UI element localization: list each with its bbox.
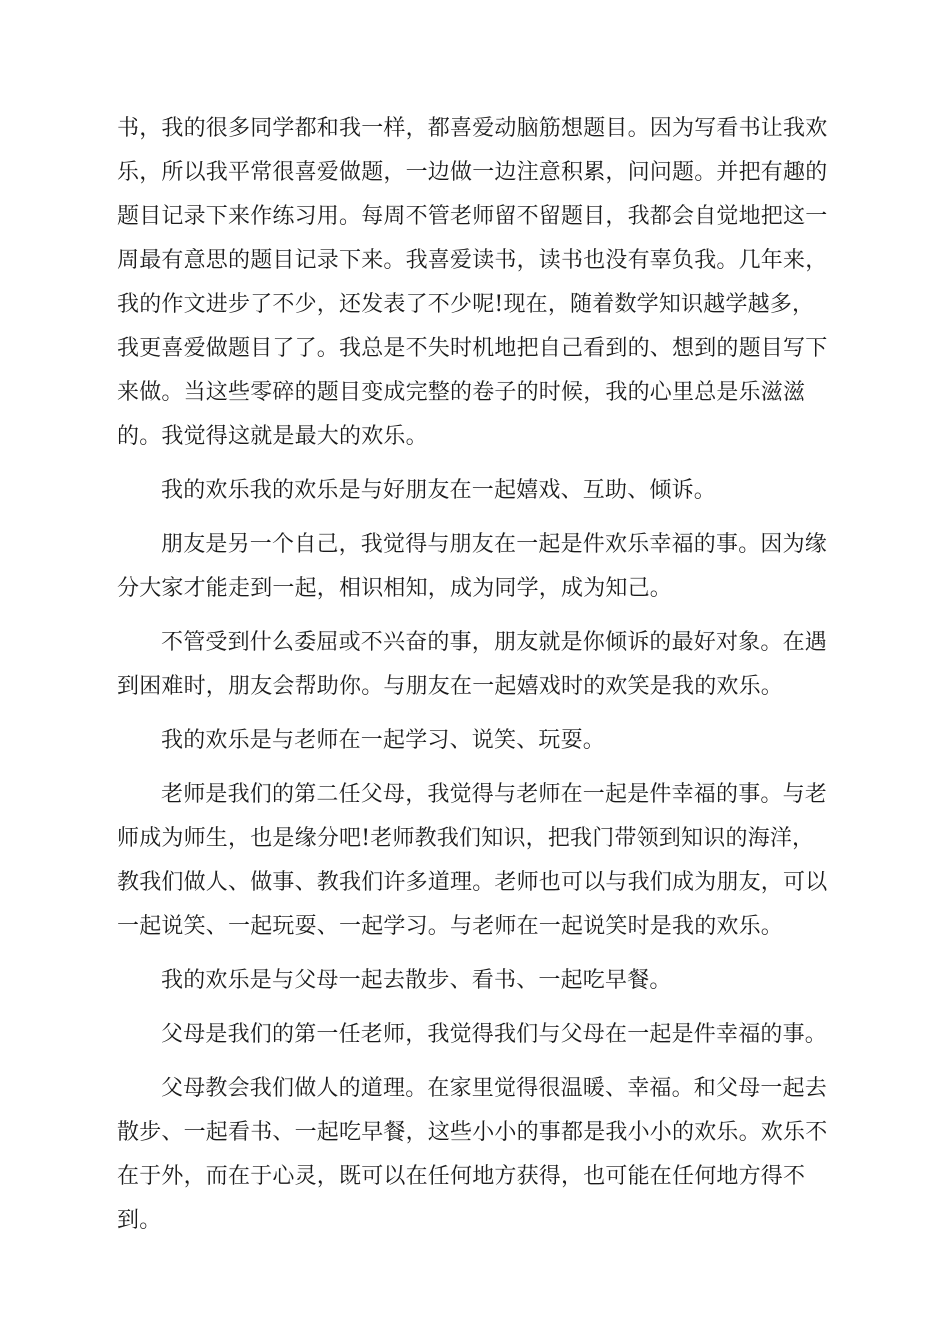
paragraph-9-line-3: 在于外，而在于心灵，既可以在任何地方获得，也可能在任何地方得不 — [117, 1164, 806, 1189]
paragraph-1-line-7: 来做。当这些零碎的题目变成完整的卷子的时候，我的心里总是乐滋滋 — [117, 380, 806, 405]
paragraph-5-line-1: 我的欢乐是与老师在一起学习、说笑、玩耍。 — [161, 728, 606, 753]
paragraph-1-line-6: 我更喜爱做题目了了。我总是不失时机地把自己看到的、想到的题目写下 — [117, 336, 828, 361]
paragraph-2-line-1: 我的欢乐我的欢乐是与好朋友在一起嬉戏、互助、倾诉。 — [161, 478, 717, 503]
paragraph-9-line-2: 散步、一起看书、一起吃早餐，这些小小的事都是我小小的欢乐。欢乐不 — [117, 1120, 828, 1145]
paragraph-6-line-4: 一起说笑、一起玩耍、一起学习。与老师在一起说笑时是我的欢乐。 — [117, 914, 784, 939]
paragraph-1-line-1: 书，我的很多同学都和我一样，都喜爱动脑筋想题目。因为写看书让我欢 — [117, 116, 828, 141]
paragraph-4-line-2: 到困难时，朋友会帮助你。与朋友在一起嬉戏时的欢笑是我的欢乐。 — [117, 674, 784, 699]
paragraph-6-line-1: 老师是我们的第二任父母，我觉得与老师在一起是件幸福的事。与老 — [161, 782, 828, 807]
paragraph-1-line-2: 乐，所以我平常很喜爱做题，一边做一边注意积累，问问题。并把有趣的 — [117, 160, 828, 185]
paragraph-1-line-3: 题目记录下来作练习用。每周不管老师留不留题目，我都会自觉地把这一 — [117, 204, 828, 229]
paragraph-9-line-1: 父母教会我们做人的道理。在家里觉得很温暖、幸福。和父母一起去 — [161, 1076, 828, 1101]
paragraph-9-line-4: 到。 — [117, 1208, 162, 1233]
paragraph-6-line-2: 师成为师生，也是缘分吧!老师教我们知识，把我门带领到知识的海洋， — [117, 826, 815, 851]
paragraph-3-line-2: 分大家才能走到一起，相识相知，成为同学，成为知己。 — [117, 576, 673, 601]
paragraph-1-line-4: 周最有意思的题目记录下来。我喜爱读书，读书也没有辜负我。几年来， — [117, 248, 828, 273]
paragraph-8-line-1: 父母是我们的第一任老师，我觉得我们与父母在一起是件幸福的事。 — [161, 1022, 828, 1047]
paragraph-1-line-8: 的。我觉得这就是最大的欢乐。 — [117, 424, 428, 449]
paragraph-1-line-5: 我的作文进步了不少，还发表了不少呢!现在，随着数学知识越学越多， — [117, 292, 815, 317]
paragraph-3-line-1: 朋友是另一个自己，我觉得与朋友在一起是件欢乐幸福的事。因为缘 — [161, 532, 828, 557]
paragraph-4-line-1: 不管受到什么委屈或不兴奋的事，朋友就是你倾诉的最好对象。在遇 — [161, 630, 828, 655]
paragraph-6-line-3: 教我们做人、做事、教我们许多道理。老师也可以与我们成为朋友，可以 — [117, 870, 828, 895]
paragraph-7-line-1: 我的欢乐是与父母一起去散步、看书、一起吃早餐。 — [161, 968, 672, 993]
